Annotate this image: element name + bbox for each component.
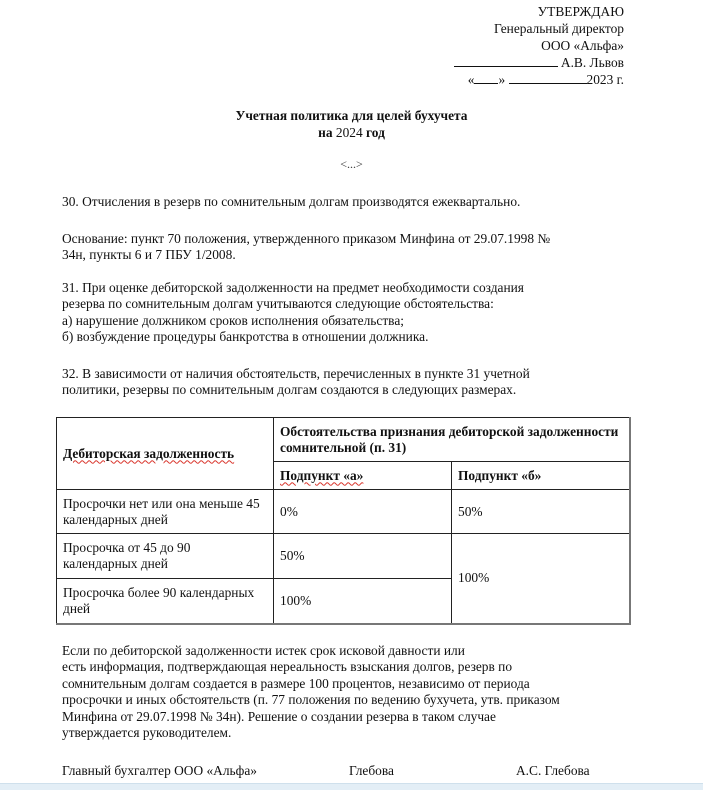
cell-b: 50% xyxy=(452,490,630,534)
omission-marker: <...> xyxy=(340,157,363,171)
signature-name: А.С. Глебова xyxy=(516,763,590,778)
cell-b-merged: 100% xyxy=(452,534,630,624)
approval-signer-line xyxy=(454,54,624,71)
signature-position: Главный бухгалтер ООО «Альфа» xyxy=(62,763,257,778)
signature-blank xyxy=(454,54,558,67)
final-line-4: просрочки и иных обстоятельств (п. 77 положения по ведению бухучета, утв. приказом xyxy=(62,692,560,708)
paragraph-32 xyxy=(62,366,632,399)
cell-debt: Просрочки нет или она меньше 45 календарных дней xyxy=(57,490,274,534)
cell-a: 100% xyxy=(274,579,452,624)
cell-debt: Просрочка от 45 до 90 календарных дней xyxy=(57,534,274,579)
table-row xyxy=(57,490,630,534)
approval-date-line xyxy=(454,71,624,88)
paragraph-final xyxy=(62,643,632,741)
basis-line-1: Основание: пункт 70 положения, утвержденного приказом Минфина от 29.07.1998 № xyxy=(62,231,551,246)
reserve-rates-table xyxy=(56,417,631,625)
final-line-3: сомнительным долгам создается в размере 100 процентов, независимо от периода xyxy=(62,675,530,691)
title-prefix: на xyxy=(318,125,336,140)
day-blank xyxy=(474,71,498,84)
approval-position: Генеральный директор xyxy=(493,21,624,36)
p32-line-2: политики, резервы по сомнительным долгам создаются в следующих размерах. xyxy=(62,382,517,398)
basis-line-2: 34н, пункты 6 и 7 ПБУ 1/2008. xyxy=(62,247,236,263)
header-sub-a-label: Подпункт «а» xyxy=(280,467,364,483)
title-line1: Учетная политика для целей бухучета xyxy=(235,108,468,123)
final-line-6: утверждается руководителем. xyxy=(62,725,232,741)
final-line-1: Если по дебиторской задолженности истек срок исковой давности или xyxy=(62,643,465,658)
header-sub-b: Подпункт «б» xyxy=(452,462,630,490)
header-debt xyxy=(57,418,274,490)
cell-a: 0% xyxy=(274,490,452,534)
table-row xyxy=(57,534,630,579)
title-year: 2024 xyxy=(335,125,363,140)
signature-block xyxy=(62,763,602,780)
header-sub-a xyxy=(274,462,452,490)
cell-a: 50% xyxy=(274,534,452,579)
final-line-2: есть информация, подтверждающая нереальность взыскания долгов, резерв по xyxy=(62,659,513,675)
p31-item-b: б) возбуждение процедуры банкротства в отношении должника. xyxy=(62,329,429,345)
table-header-row xyxy=(57,418,630,462)
p31-line-1: 31. При оценке дебиторской задолженности на предмет необходимости создания xyxy=(62,280,524,295)
paragraph-basis xyxy=(62,231,632,264)
title-suffix: год xyxy=(362,125,385,140)
final-line-5: Минфина от 29.07.1998 № 34н). Решение о создании резерва в таком случае xyxy=(62,708,496,724)
p31-item-a: а) нарушение должником сроков исполнения обязательства; xyxy=(62,312,404,328)
approval-block xyxy=(454,3,624,88)
approval-heading: УТВЕРЖДАЮ xyxy=(537,4,624,19)
date-close-quote: » xyxy=(498,72,506,87)
paragraph-30: 30. Отчисления в резерв по сомнительным долгам производятся ежеквартально. xyxy=(62,194,521,209)
document-title xyxy=(0,107,703,141)
approval-year: 2023 г. xyxy=(586,72,624,87)
approval-signer: А.В. Львов xyxy=(560,55,624,70)
p32-line-1: 32. В зависимости от наличия обстоятельств, перечисленных в пункте 31 учетной xyxy=(62,366,530,381)
date-open-quote: « xyxy=(467,72,475,87)
header-debt-label: Дебиторская задолженность xyxy=(63,445,235,461)
cell-debt: Просрочка более 90 календарных дней xyxy=(57,579,274,624)
month-blank xyxy=(509,71,587,84)
signature-handwritten: Глебова xyxy=(349,763,394,778)
p31-line-2: резерва по сомнительным долгам учитываются следующие обстоятельства: xyxy=(62,296,494,312)
approval-company: ООО «Альфа» xyxy=(541,38,624,53)
title-line2 xyxy=(0,124,703,141)
header-circumstances: Обстоятельства признания дебиторской задолженности сомнительной (п. 31) xyxy=(274,418,630,462)
paragraph-31 xyxy=(62,280,632,346)
